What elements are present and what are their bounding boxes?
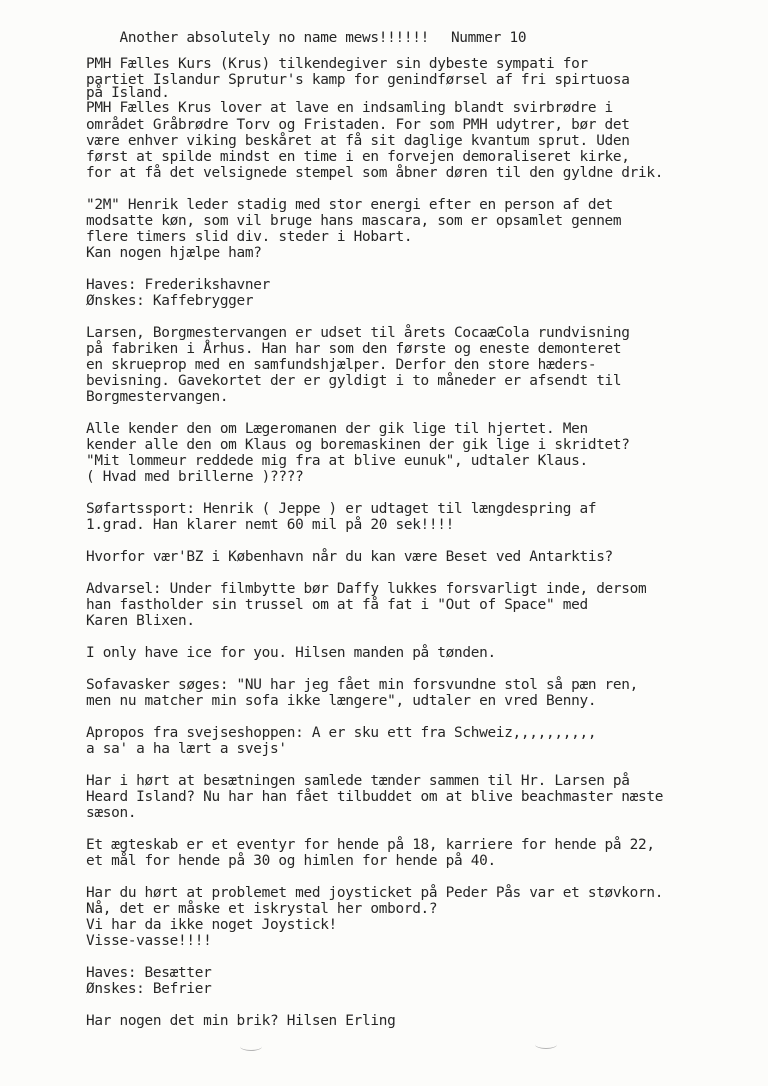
text-line: en skrueprop med en samfundshjælper. Derfor den store hæders- [86, 357, 597, 373]
text-line: Vi har da ikke noget Joystick! [86, 917, 337, 933]
text-line: Haves: Frederikshavner [86, 277, 271, 293]
text-line: Larsen, Borgmestervangen er udset til årets CocaæCola rundvisning [86, 325, 630, 341]
text-line: Kan nogen hjælpe ham? [86, 245, 262, 261]
text-line: Haves: Besætter [86, 965, 212, 981]
text-line: PMH Fælles Kurs (Krus) tilkendegiver sin dybeste sympati for [86, 56, 588, 72]
newsletter-title: Another absolutely no name mews!!!!!! [119, 30, 429, 46]
text-line: Karen Blixen. [86, 613, 195, 629]
text-line: Har du hørt at problemet med joysticket på Peder Pås var et støvkorn. [86, 885, 664, 901]
text-line: Sofavasker søges: "NU har jeg fået min forsvundne stol så pæn ren, [86, 677, 639, 693]
text-line: Borgmestervangen. [86, 389, 229, 405]
text-line: på Island. [86, 85, 170, 101]
text-line: Et ægteskab er et eventyr for hende på 18, karriere for hende på 22, [86, 837, 655, 853]
text-line: Heard Island? Nu har han fået tilbuddet om at blive beachmaster næste [86, 789, 664, 805]
paper-fold-mark [240, 1042, 262, 1051]
text-line: "Mit lommeur reddede mig fra at blive eunuk", udtaler Klaus. [86, 453, 588, 469]
text-line: Søfartssport: Henrik ( Jeppe ) er udtaget til længdespring af [86, 501, 597, 517]
text-line: Har nogen det min brik? Hilsen Erling [86, 1013, 396, 1029]
text-line: først at spilde mindst en time i en forvejen demoraliseret kirke, [86, 149, 630, 165]
text-line: Alle kender den om Lægeromanen der gik lige til hjertet. Men [86, 421, 588, 437]
text-line: Ønskes: Befrier [86, 981, 212, 997]
text-line: "2M" Henrik leder stadig med stor energi efter en person af det [86, 197, 613, 213]
text-line: bevisning. Gavekortet der er gyldigt i to måneder er afsendt til [86, 373, 622, 389]
text-line: være enhver viking beskåret at få sit daglige kvantum sprut. Uden [86, 133, 630, 149]
paper-fold-mark [535, 1040, 557, 1049]
text-line: PMH Fælles Krus lover at lave en indsamling blandt svirbrødre i [86, 100, 613, 116]
text-line: han fastholder sin trussel om at få fat i "Out of Space" med [86, 597, 588, 613]
text-line: modsatte køn, som vil bruge hans mascara, som er opsamlet gennem [86, 213, 622, 229]
text-line: kender alle den om Klaus og boremaskinen der gik lige i skridtet? [86, 437, 630, 453]
text-line: Visse-vasse!!!! [86, 933, 212, 949]
text-line: Apropos fra svejseshoppen: A er sku ett fra Schweiz,,,,,,,,,, [86, 725, 597, 741]
text-line: I only have ice for you. Hilsen manden på tønden. [86, 645, 496, 661]
text-line: Hvorfor vær'BZ i København når du kan være Beset ved Antarktis? [86, 549, 613, 565]
text-line: for at få det velsignede stempel som åbner døren til den gyldne drik. [86, 165, 664, 181]
text-line: a sa' a ha lært a svejs' [86, 741, 287, 757]
text-line: på fabriken i Århus. Han har som den første og eneste demonteret [86, 341, 622, 357]
text-line: området Gråbrødre Torv og Fristaden. For som PMH udytrer, bør det [86, 117, 630, 133]
issue-number: Nummer 10 [450, 30, 527, 46]
text-line: 1.grad. Han klarer nemt 60 mil på 20 sek!!!! [86, 517, 455, 533]
text-line: partiet Islandur Sprutur's kamp for genindførsel af fri spirtuosa [86, 72, 630, 88]
newsletter-heading [86, 14, 526, 62]
text-line: Nå, det er måske et iskrystal her ombord.? [86, 901, 438, 917]
text-line: Advarsel: Under filmbytte bør Daffy lukkes forsvarligt inde, dersom [86, 581, 647, 597]
text-line: Ønskes: Kaffebrygger [86, 293, 254, 309]
text-line: ( Hvad med brillerne )???? [86, 469, 304, 485]
text-line: flere timers slid div. steder i Hobart. [86, 229, 413, 245]
text-line: et mål for hende på 30 og himlen for hende på 40. [86, 853, 496, 869]
text-line: sæson. [86, 805, 137, 821]
text-line: men nu matcher min sofa ikke længere", udtaler en vred Benny. [86, 693, 597, 709]
text-line: Har i hørt at besætningen samlede tænder sammen til Hr. Larsen på [86, 773, 630, 789]
